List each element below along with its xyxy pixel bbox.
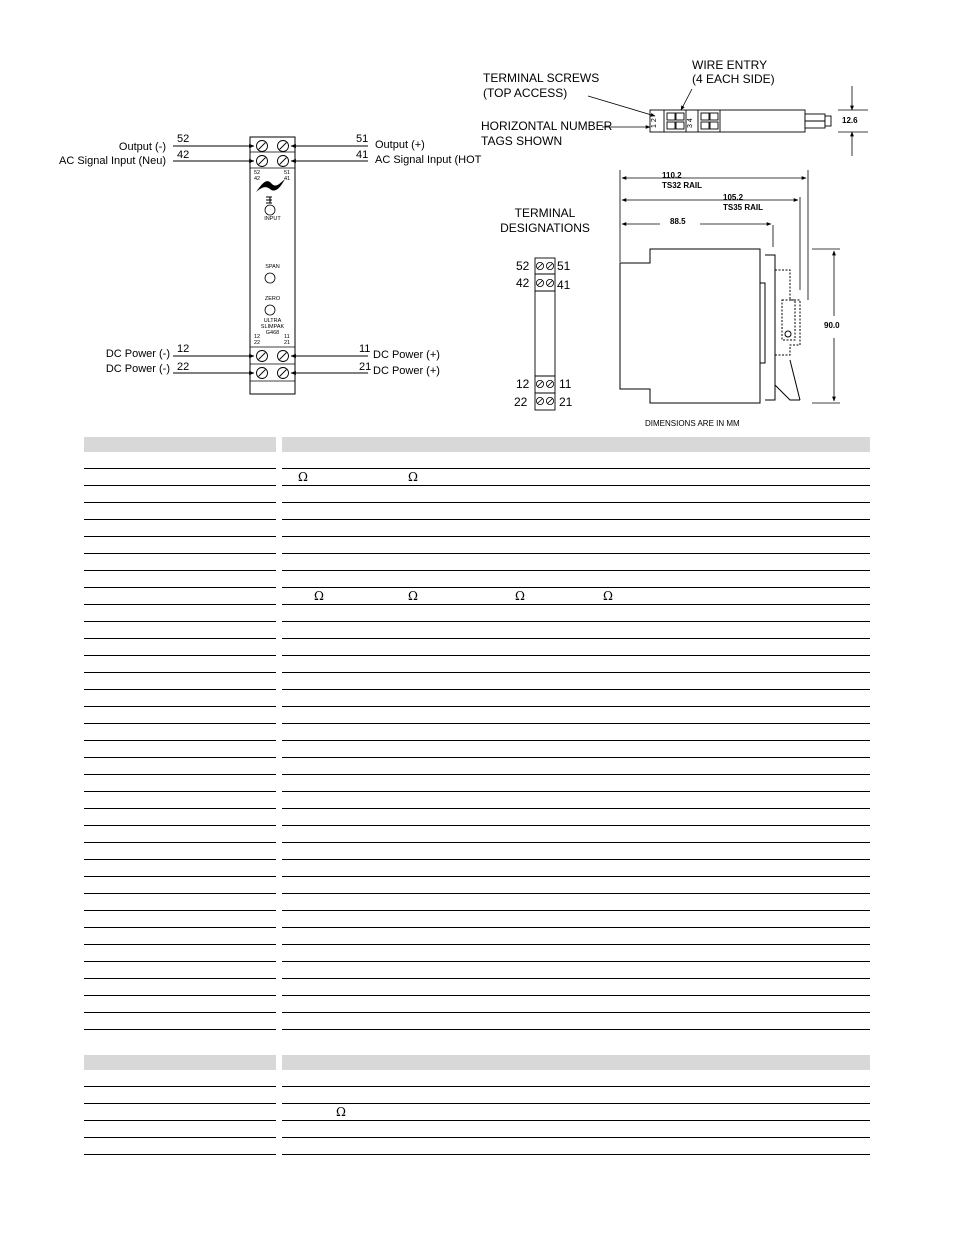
table-row <box>84 486 870 503</box>
side-view <box>620 249 800 403</box>
table-row <box>84 894 870 911</box>
designation-11: 11 <box>559 377 572 391</box>
module-zero-label: ZERO <box>264 296 281 302</box>
module-tiny-51: 51 <box>284 170 291 176</box>
table-row <box>84 673 870 690</box>
terminal-screws-label: TERMINAL SCREWS <box>483 71 600 85</box>
designation-41: 41 <box>557 278 571 292</box>
table-row <box>84 503 870 520</box>
table-row <box>84 1070 870 1087</box>
table-row <box>84 469 870 486</box>
ts35-rail-label: TS35 RAIL <box>723 203 764 212</box>
table-row <box>84 996 870 1013</box>
module-tiny-11: 11 <box>284 334 290 340</box>
module-slimpak-label: SLIMPAK <box>260 324 285 330</box>
table-row <box>84 826 870 843</box>
terminal-41-label: 41 <box>356 149 369 161</box>
module-tiny-22: 22 <box>254 340 261 346</box>
table-row <box>84 877 870 894</box>
top-access-label: (TOP ACCESS) <box>483 86 568 100</box>
terminal-21-label: 21 <box>359 361 372 373</box>
spec-table-2-rows <box>84 1070 870 1155</box>
spec-table-2 <box>84 1055 870 1155</box>
terminal-42-label: 42 <box>177 149 190 161</box>
terminal-11-label: 11 <box>359 343 371 355</box>
table-row <box>84 792 870 809</box>
dc-power-plus-label-2: DC Power (+) <box>373 365 440 377</box>
table-row <box>84 690 870 707</box>
table-row <box>84 758 870 775</box>
spec-table-1-header <box>84 437 870 452</box>
ts35-dim-value: 105.2 <box>723 193 744 202</box>
input-led <box>265 205 275 215</box>
tag-34: 3 4 <box>687 118 694 128</box>
table-row <box>84 911 870 928</box>
table-row <box>84 1104 870 1121</box>
top-view <box>650 110 831 132</box>
output-minus-label: Output (-) <box>118 141 166 153</box>
dc-power-minus-label-2: DC Power (-) <box>105 363 170 375</box>
designation-42: 42 <box>516 276 530 290</box>
output-plus-label: Output (+) <box>375 139 425 151</box>
table-row <box>84 605 870 622</box>
ts32-dim-value: 110.2 <box>662 171 682 180</box>
body-dim-value: 88.5 <box>670 217 686 226</box>
table-row <box>84 1121 870 1138</box>
table-row <box>84 520 870 537</box>
tags-shown-label: TAGS SHOWN <box>481 134 563 148</box>
omega-symbol: Ω <box>408 470 418 484</box>
tag-12: 1 2 <box>651 118 658 128</box>
terminal-22-label: 22 <box>177 361 190 373</box>
omega-symbol: Ω <box>314 589 324 603</box>
module-model-label: G468 <box>265 330 280 336</box>
height-dim-value: 90.0 <box>824 321 840 330</box>
table-row <box>84 860 870 877</box>
width-dim-label: 12.6 <box>842 116 858 125</box>
span-pot <box>265 273 275 283</box>
table-row <box>84 707 870 724</box>
table-row <box>84 945 870 962</box>
module-tiny-52: 52 <box>254 170 261 176</box>
table-row <box>84 1087 870 1104</box>
table-row <box>84 1138 870 1155</box>
table-row <box>84 741 870 758</box>
module-tiny-12: 12 <box>254 334 261 340</box>
omega-symbol: Ω <box>515 589 525 603</box>
dimensions-note: DIMENSIONS ARE IN MM <box>645 419 740 428</box>
spec-table-1-rows <box>84 452 870 1030</box>
designations-title-2: DESIGNATIONS <box>500 221 590 235</box>
table-row <box>84 928 870 945</box>
designation-52: 52 <box>516 259 530 273</box>
table-row <box>84 775 870 792</box>
module-span-label: SPAN <box>265 264 280 270</box>
table-row <box>84 588 870 605</box>
omega-symbol: Ω <box>336 1105 346 1119</box>
zero-pot <box>265 305 275 315</box>
table-row <box>84 809 870 826</box>
table-row <box>84 1013 870 1030</box>
table-row <box>84 962 870 979</box>
table-row <box>84 571 870 588</box>
dc-power-minus-label: DC Power (-) <box>105 348 170 360</box>
designation-module <box>535 258 555 410</box>
spec-table-2-header <box>84 1055 870 1070</box>
designation-21: 21 <box>559 395 573 409</box>
table-row <box>84 724 870 741</box>
table-row <box>84 537 870 554</box>
ts32-rail-label: TS32 RAIL <box>662 181 703 190</box>
table-row <box>84 979 870 996</box>
dc-power-plus-label: DC Power (+) <box>373 349 440 361</box>
table-row <box>84 452 870 469</box>
designation-51: 51 <box>557 259 571 273</box>
table-row <box>84 622 870 639</box>
spec-table-1 <box>84 437 870 1030</box>
omega-symbol: Ω <box>603 589 613 603</box>
module-ultra-label: ULTRA <box>263 318 282 324</box>
terminal-12-label: 12 <box>177 343 190 355</box>
table-row <box>84 656 870 673</box>
terminal-52-label: 52 <box>177 133 190 145</box>
module-input-label: INPUT <box>264 216 281 222</box>
module-tiny-41: 41 <box>284 176 291 182</box>
ac-signal-hot-label: AC Signal Input (HOT <box>375 154 482 166</box>
designation-12: 12 <box>516 377 530 391</box>
table-row <box>84 639 870 656</box>
designation-22: 22 <box>514 395 528 409</box>
ac-signal-neu-label: AC Signal Input (Neu) <box>59 155 166 167</box>
wire-entry-label: WIRE ENTRY <box>692 58 768 72</box>
number-tags-label: HORIZONTAL NUMBER <box>481 119 613 133</box>
omega-symbol: Ω <box>298 470 308 484</box>
module-tiny-42: 42 <box>254 176 261 182</box>
table-row <box>84 843 870 860</box>
omega-symbol: Ω <box>408 589 418 603</box>
designations-title-1: TERMINAL <box>514 206 576 220</box>
each-side-label: (4 EACH SIDE) <box>692 72 775 86</box>
terminal-51-label: 51 <box>356 133 369 145</box>
table-row <box>84 554 870 571</box>
module-tiny-21: 21 <box>284 340 291 346</box>
